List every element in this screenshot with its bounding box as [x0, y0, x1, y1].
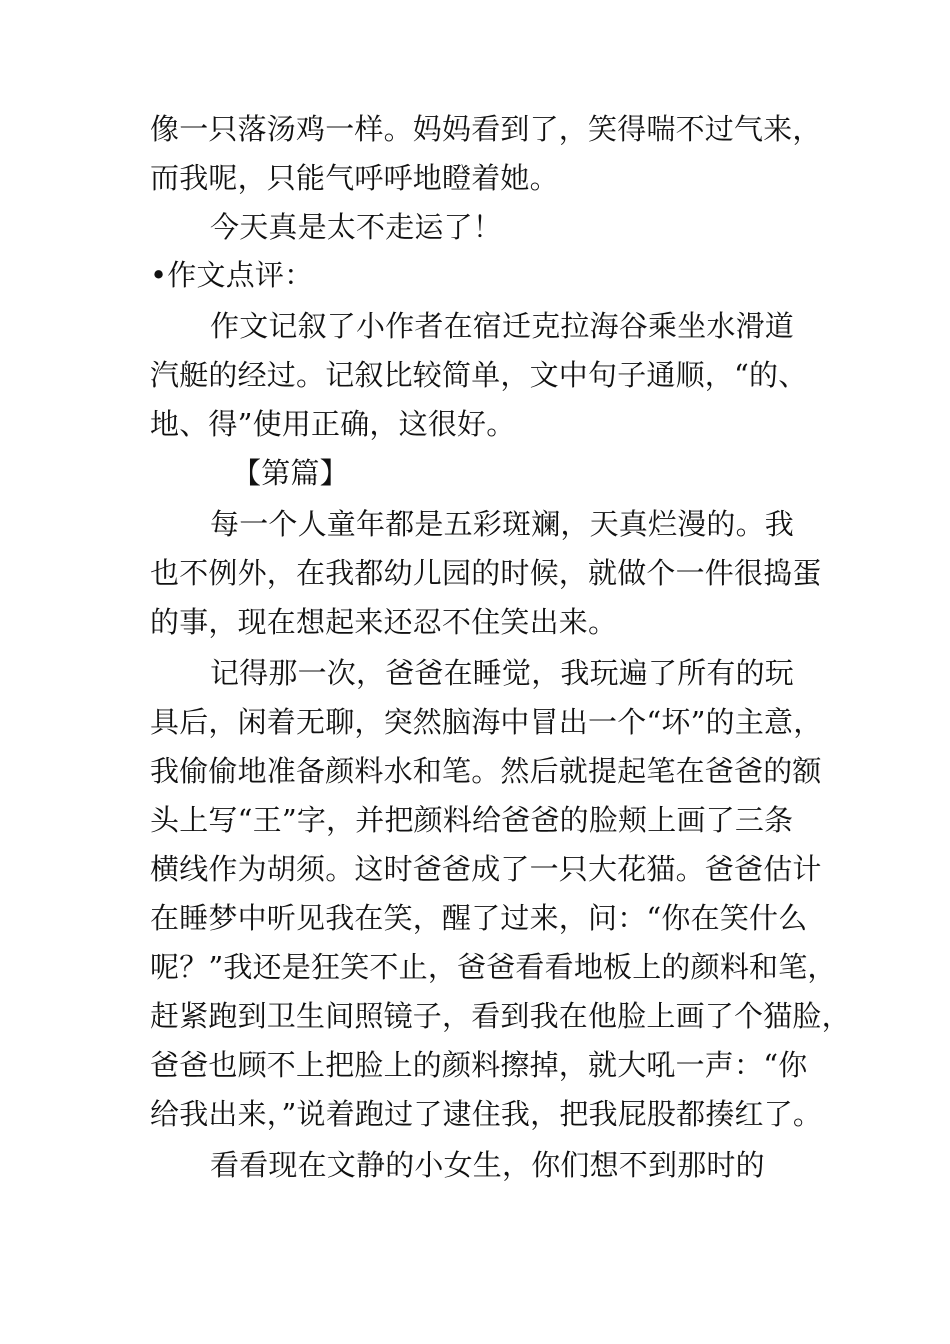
- text-line: 具后，闲着无聊，突然脑海中冒出一个“坏”的主意，: [150, 705, 823, 739]
- text-line: 赶紧跑到卫生间照镜子，看到我在他脸上画了个猫脸，: [150, 999, 851, 1033]
- section-heading-comment: •作文点评：: [150, 258, 314, 292]
- text-line: 在睡梦中听见我在笑，醒了过来，问：“你在笑什么: [150, 901, 808, 935]
- text-line: 作文记叙了小作者在宿迁克拉海谷乘坐水滑道: [210, 309, 795, 343]
- text-line: 汽艇的经过。记叙比较简单，文中句子通顺，“的、: [150, 358, 808, 392]
- text-line: 呢？”我还是狂笑不止，爸爸看看地板上的颜料和笔，: [150, 950, 837, 984]
- text-line: 今天真是太不走运了！: [210, 210, 503, 244]
- text-line: 爸爸也顾不上把脸上的颜料擦掉，就大吼一声：“你: [150, 1048, 808, 1082]
- text-line: 而我呢，只能气呼呼地瞪着她。: [150, 161, 559, 195]
- text-line: 的事，现在想起来还忍不住笑出来。: [150, 605, 618, 639]
- text-line: 每一个人童年都是五彩斑斓，天真烂漫的。我: [210, 507, 795, 541]
- text-line: 看看现在文静的小女生，你们想不到那时的: [210, 1148, 765, 1182]
- text-line: 给我出来，”说着跑过了逮住我，把我屁股都揍红了。: [150, 1097, 823, 1131]
- text-line: 记得那一次，爸爸在睡觉，我玩遍了所有的玩: [210, 656, 795, 690]
- text-line: 地、得”使用正确，这很好。: [150, 407, 516, 441]
- section-title: 【第篇】: [232, 456, 349, 490]
- text-line: 我偷偷地准备颜料水和笔。然后就提起笔在爸爸的额: [150, 754, 822, 788]
- text-line: 头上写“王”字，并把颜料给爸爸的脸颊上画了三条: [150, 803, 794, 837]
- text-line: 像一只落汤鸡一样。妈妈看到了，笑得喘不过气来，: [150, 112, 822, 146]
- text-line: 也不例外，在我都幼儿园的时候，就做个一件很捣蛋: [150, 556, 822, 590]
- text-line: 横线作为胡须。这时爸爸成了一只大花猫。爸爸估计: [150, 852, 822, 886]
